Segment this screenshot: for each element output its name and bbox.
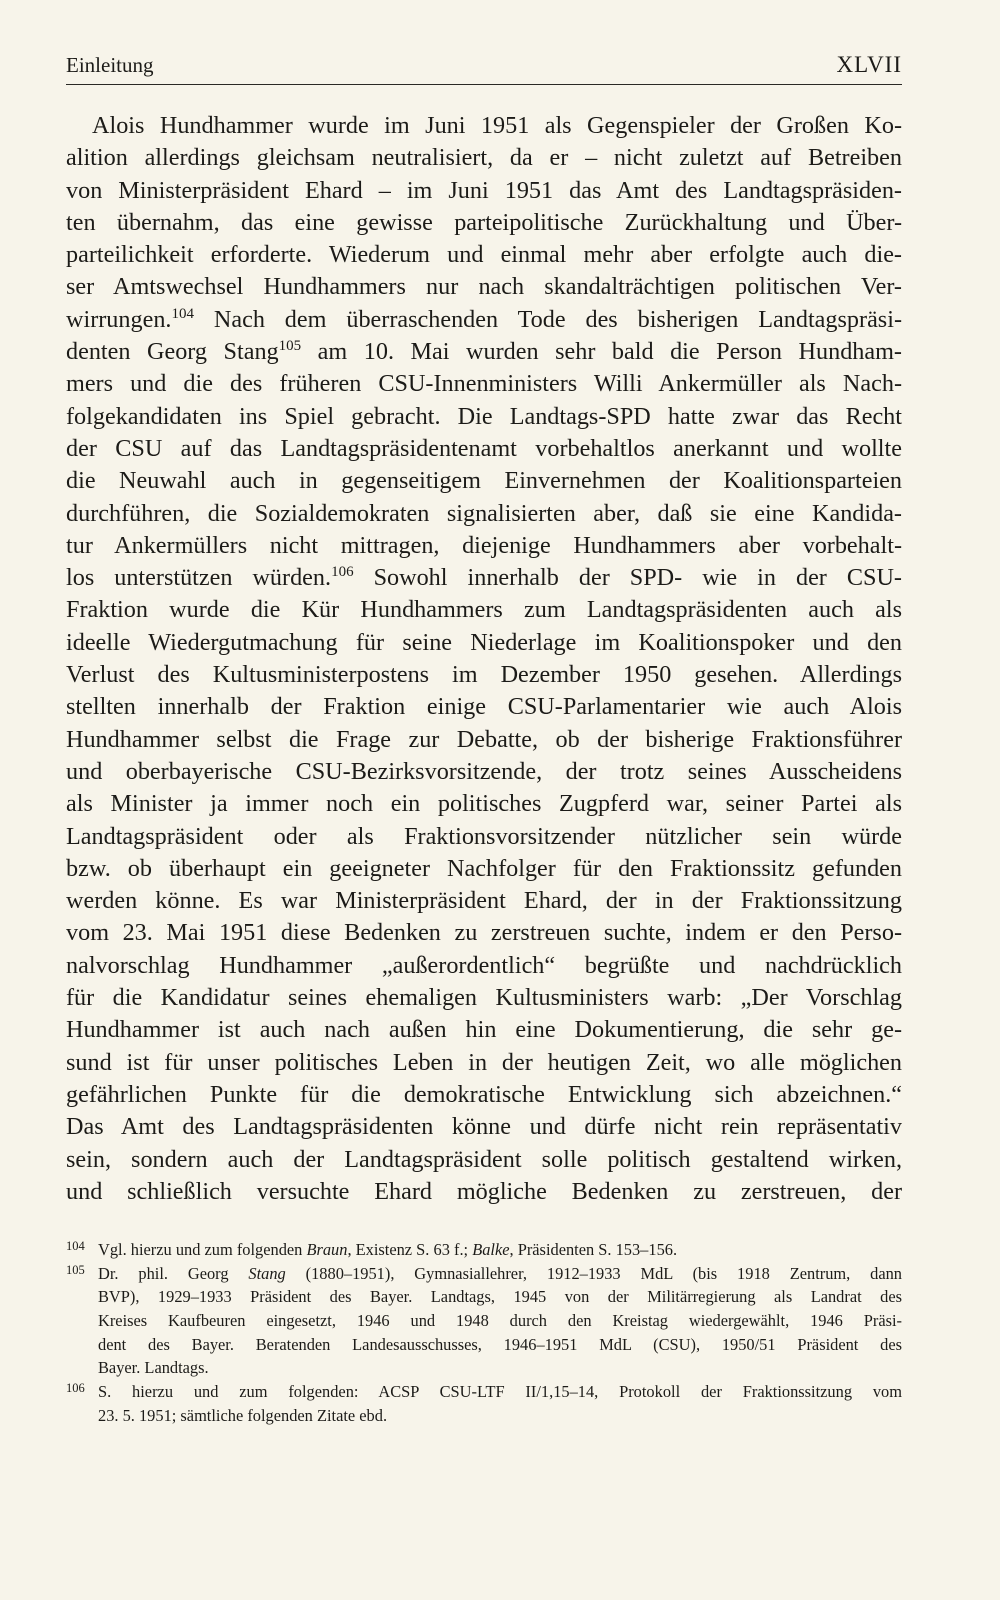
text-line: als Minister ja immer noch ein politisches Zugpferd war, seiner Partei als: [66, 790, 902, 818]
text-segment: Nach dem überraschenden Tode des bisherigen Landtagspräsi-: [213, 305, 902, 333]
text-line: [66, 304, 902, 336]
footnote-line: Kreises Kaufbeuren eingesetzt, 1946 und 1948 durch den Kreistag wiedergewählt, 1946 Präsi-: [98, 1311, 902, 1331]
page-number: XLVII: [836, 52, 902, 77]
footnote-text: Vgl. hierzu und zum folgenden: [98, 1240, 307, 1259]
text-line: ser Amtswechsel Hundhammers nur nach skandalträchtigen politischen Ver-: [66, 273, 902, 301]
text-segment: denten Georg Stang: [66, 338, 279, 366]
footnote-106: [66, 1380, 902, 1427]
text-line: ten übernahm, das eine gewisse parteipolitische Zurückhaltung und Über-: [66, 208, 902, 236]
text-line: Fraktion wurde die Kür Hundhammers zum Landtagspräsidenten auch als: [66, 596, 902, 624]
author-name: Braun: [306, 1240, 348, 1259]
text-line: Hundhammer ist auch nach außen hin eine Dokumentierung, die sehr ge-: [66, 1016, 902, 1044]
text-line: sein, sondern auch der Landtagspräsident solle politisch gestaltend wirken,: [66, 1145, 902, 1173]
text-line: werden könne. Es war Ministerpräsident Ehard, der in der Fraktionssitzung: [66, 887, 902, 915]
text-line: [66, 562, 902, 594]
text-line: der CSU auf das Landtagspräsidentenamt vorbehaltlos anerkannt und wollte: [66, 434, 902, 462]
footnote-line: S. hierzu und zum folgenden: ACSP CSU-LTF II/1,15–14, Protokoll der Fraktionssitzung vom: [98, 1382, 902, 1402]
footnote-ref[interactable]: 104: [171, 305, 194, 322]
text-line: [66, 336, 902, 368]
text-line: Hundhammer selbst die Frage zur Debatte, ob der bisherige Fraktionsführer: [66, 725, 902, 753]
footnote-line: [98, 1262, 902, 1286]
footnote-line: [98, 1238, 902, 1262]
section-title: Einleitung: [66, 53, 154, 77]
person-name: Stang: [248, 1263, 286, 1283]
footnote-line: BVP), 1929–1933 Präsident des Bayer. Landtags, 1945 von der Militärregierung als Landrat des: [98, 1287, 902, 1307]
footnote-number: 106: [66, 1381, 85, 1396]
footnote-ref[interactable]: 106: [331, 564, 354, 581]
text-line: Landtagspräsident oder als Fraktionsvorsitzender nützlicher sein würde: [66, 822, 902, 850]
text-line: Verlust des Kultusministerpostens im Dezember 1950 gesehen. Allerdings: [66, 661, 902, 689]
footnote-number: 105: [66, 1262, 85, 1277]
text-line: gefährlichen Punkte für die demokratische Entwicklung sich abzeichnen.“: [66, 1080, 902, 1108]
footnote-number: 104: [66, 1239, 85, 1253]
text-line: alition allerdings gleichsam neutralisiert, da er – nicht zuletzt auf Betreiben: [66, 144, 902, 172]
text-line: ideelle Wiedergutmachung für seine Niederlage im Koalitionspoker und den: [66, 628, 902, 656]
text-line: und oberbayerische CSU-Bezirksvorsitzende, der trotz seines Ausscheidens: [66, 757, 902, 785]
footnote-line: dent des Bayer. Beratenden Landesausschusses, 1946–1951 MdL (CSU), 1950/51 Präsident des: [98, 1334, 902, 1354]
text-line: bzw. ob überhaupt ein geeigneter Nachfolger für den Fraktionssitz gefunden: [66, 854, 902, 882]
text-line: stellten innerhalb der Fraktion einige CSU-Parlamentarier wie auch Alois: [66, 693, 902, 721]
text-segment: los unterstützen würden.: [66, 564, 332, 592]
footnote-104: [66, 1238, 902, 1262]
text-segment: Sowohl innerhalb der SPD- wie in der CSU-: [373, 564, 902, 592]
footnote-105: [66, 1262, 902, 1380]
text-line: mers und die des früheren CSU-Innenministers Willi Ankermüller als Nach-: [66, 370, 902, 398]
text-line: die Neuwahl auch in gegenseitigem Einvernehmen der Koalitionsparteien: [66, 467, 902, 495]
text-line: Das Amt des Landtagspräsidenten könne und dürfe nicht rein repräsentativ: [66, 1113, 902, 1141]
running-header: [66, 42, 902, 85]
text-line: parteilichkeit erforderte. Wiederum und einmal mehr aber erfolgte auch die-: [66, 241, 902, 269]
text-line: von Ministerpräsident Ehard – im Juni 1951 das Amt des Landtagspräsiden-: [66, 176, 902, 204]
main-text: [66, 110, 902, 1208]
text-line: und schließlich versuchte Ehard mögliche Bedenken zu zerstreuen, der: [66, 1177, 902, 1205]
text-line: tur Ankermüllers nicht mittragen, diejenige Hundhammers aber vorbehalt-: [66, 531, 902, 559]
text-line: durchführen, die Sozialdemokraten signalisierten aber, daß sie eine Kandida-: [66, 499, 902, 527]
footnotes: [66, 1238, 902, 1428]
text-line: Alois Hundhammer wurde im Juni 1951 als Gegenspieler der Großen Ko-: [92, 112, 902, 139]
footnote-line: 23. 5. 1951; sämtliche folgenden Zitate ebd.: [98, 1405, 388, 1425]
text-line: vom 23. Mai 1951 diese Bedenken zu zerstreuen suchte, indem er den Perso-: [66, 919, 902, 947]
text-line: folgekandidaten ins Spiel gebracht. Die Landtags-SPD hatte zwar das Recht: [66, 402, 902, 430]
footnote-text: , Präsidenten S. 153–156.: [509, 1240, 678, 1259]
text-line: für die Kandidatur seines ehemaligen Kultusministers warb: „Der Vorschlag: [66, 984, 902, 1012]
author-name: Balke: [472, 1240, 510, 1259]
footnote-text: (1880–1951), Gymnasiallehrer, 1912–1933 MdL (bis 1918 Zentrum, dann: [285, 1263, 903, 1283]
text-segment: wirrungen.: [66, 305, 172, 333]
footnote-text: , Existenz S. 63 f.;: [347, 1240, 473, 1259]
text-line: sund ist für unser politisches Leben in der heutigen Zeit, wo alle möglichen: [66, 1048, 902, 1076]
footnote-ref[interactable]: 105: [278, 338, 302, 355]
text-segment: am 10. Mai wurden sehr bald die Person Hundham-: [317, 338, 902, 366]
footnote-line: Bayer. Landtags.: [98, 1358, 209, 1378]
footnote-text: Dr. phil. Georg: [98, 1263, 249, 1283]
text-line: nalvorschlag Hundhammer „außerordentlich“ begrüßte und nachdrücklich: [66, 951, 902, 979]
